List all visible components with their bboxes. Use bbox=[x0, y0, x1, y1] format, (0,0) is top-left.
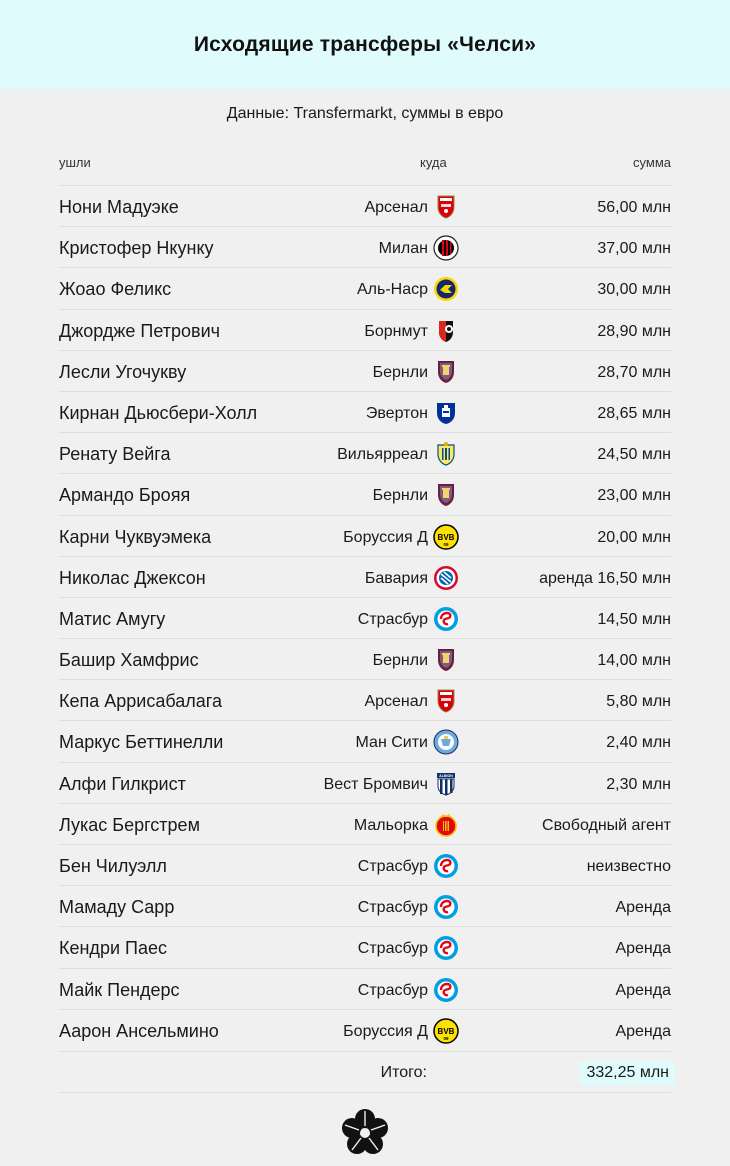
destination-club: Страсбур bbox=[357, 858, 428, 875]
player-name: Николас Джексон bbox=[59, 567, 206, 588]
page-title: Исходящие трансферы «Челси» bbox=[193, 32, 537, 56]
table-row bbox=[59, 926, 671, 967]
transfer-amount: 20,00 млн bbox=[597, 528, 671, 546]
strasbourg-logo-icon bbox=[433, 894, 459, 920]
player-name: Башир Хамфрис bbox=[59, 650, 199, 671]
table-row bbox=[59, 515, 671, 556]
svg-text:BVB: BVB bbox=[437, 532, 455, 542]
player-name: Лукас Бергстрем bbox=[59, 814, 200, 835]
player-name: Нони Мадуэке bbox=[59, 197, 179, 217]
transfer-amount: неизвестно bbox=[586, 858, 671, 875]
player-name: Мамаду Сарр bbox=[59, 897, 175, 918]
transfer-amount: 14,50 млн bbox=[597, 610, 671, 628]
destination-club: Боруссия Д bbox=[343, 528, 428, 546]
transfer-amount: Аренда bbox=[615, 899, 671, 917]
burnley-logo-icon bbox=[433, 647, 459, 673]
villarreal-logo-icon bbox=[433, 441, 459, 467]
table-row bbox=[59, 556, 671, 597]
transfer-amount: аренда 16,50 млн bbox=[539, 569, 671, 587]
transfer-amount: Аренда bbox=[615, 940, 671, 958]
milan-logo-icon bbox=[433, 235, 459, 261]
destination-club: Страсбур bbox=[357, 899, 428, 917]
transfer-amount: 28,90 млн bbox=[597, 322, 671, 340]
player-name: Кристофер Нкунку bbox=[59, 238, 214, 259]
transfer-amount: 5,80 млн bbox=[606, 693, 671, 711]
column-header-middle: куда bbox=[420, 155, 447, 170]
destination-club: Ман Сити bbox=[355, 734, 428, 752]
svg-text:BVB: BVB bbox=[437, 1026, 455, 1036]
table-row bbox=[59, 1009, 671, 1050]
strasbourg-logo-icon bbox=[433, 853, 459, 879]
destination-club: Бернли bbox=[372, 652, 428, 670]
strasbourg-logo-icon bbox=[433, 935, 459, 961]
table-row bbox=[59, 226, 671, 267]
transfer-amount: 23,00 млн bbox=[597, 487, 671, 505]
everton-logo-icon bbox=[433, 400, 459, 426]
table-row bbox=[59, 968, 671, 1009]
player-name: Маркус Беттинелли bbox=[59, 732, 224, 753]
destination-club: Страсбур bbox=[357, 940, 428, 958]
destination-club: Бавария bbox=[364, 569, 428, 587]
svg-text:ALBION: ALBION bbox=[439, 773, 453, 778]
destination-club: Аль-Наср bbox=[356, 281, 428, 299]
total-value: 332,25 млн bbox=[580, 1061, 675, 1085]
table-row bbox=[59, 720, 671, 761]
player-name: Кепа Аррисабалага bbox=[59, 691, 222, 712]
column-header-left: ушли bbox=[59, 155, 91, 170]
player-name: Карни Чуквуэмека bbox=[59, 526, 212, 547]
bournemouth-logo-icon bbox=[433, 318, 459, 344]
destination-club: Борнмут bbox=[364, 322, 428, 340]
bayern-logo-icon bbox=[433, 565, 459, 591]
transfer-amount: 2,30 млн bbox=[606, 775, 671, 793]
transfer-amount: Свободный агент bbox=[542, 816, 671, 834]
table-row bbox=[59, 267, 671, 308]
transfer-amount: 28,70 млн bbox=[597, 363, 671, 381]
table-row bbox=[59, 679, 671, 720]
table-row bbox=[59, 432, 671, 473]
transfer-amount: 37,00 млн bbox=[597, 240, 671, 258]
header bbox=[0, 0, 730, 89]
destination-club: Вест Бромвич bbox=[323, 775, 428, 793]
svg-text:09: 09 bbox=[443, 541, 449, 547]
total-row bbox=[59, 1051, 671, 1093]
man-city-logo-icon bbox=[433, 729, 459, 755]
al-nassr-logo-icon bbox=[433, 276, 459, 302]
bvb-logo-icon bbox=[433, 1018, 459, 1044]
strasbourg-logo-icon bbox=[433, 977, 459, 1003]
transfer-amount: 2,40 млн bbox=[606, 734, 671, 752]
table-row bbox=[59, 844, 671, 885]
table-row bbox=[59, 638, 671, 679]
total-label: Итого: bbox=[380, 1064, 427, 1081]
svg-text:09: 09 bbox=[443, 1035, 449, 1041]
destination-club: Милан bbox=[378, 240, 428, 258]
transfer-amount: 24,50 млн bbox=[597, 446, 671, 464]
destination-club: Арсенал bbox=[364, 199, 428, 216]
destination-club: Страсбур bbox=[357, 610, 428, 628]
wba-logo-icon bbox=[433, 771, 459, 797]
player-name: Кирнан Дьюсбери-Холл bbox=[59, 402, 258, 423]
transfer-amount: Аренда bbox=[615, 1022, 671, 1040]
destination-club: Эвертон bbox=[365, 404, 428, 422]
destination-club: Вильярреал bbox=[337, 446, 428, 464]
transfer-amount: 14,00 млн bbox=[597, 652, 671, 670]
arsenal-logo-icon bbox=[433, 688, 459, 714]
burnley-logo-icon bbox=[433, 359, 459, 385]
transfers-table bbox=[59, 185, 671, 1050]
destination-club: Мальорка bbox=[353, 816, 428, 834]
table-row bbox=[59, 309, 671, 350]
table-row bbox=[59, 762, 671, 803]
table-row bbox=[59, 885, 671, 926]
table-row bbox=[59, 391, 671, 432]
destination-club: Страсбур bbox=[357, 981, 428, 999]
destination-club: Арсенал bbox=[364, 693, 428, 711]
arsenal-logo-icon bbox=[433, 194, 459, 220]
destination-club: Бернли bbox=[372, 363, 428, 381]
destination-club: Боруссия Д bbox=[343, 1022, 428, 1040]
burnley-logo-icon bbox=[433, 482, 459, 508]
table-row bbox=[59, 185, 671, 226]
player-name: Армандо Брояя bbox=[59, 485, 191, 506]
player-name: Бен Чилуэлл bbox=[59, 856, 167, 876]
strasbourg-logo-icon bbox=[433, 606, 459, 632]
player-name: Лесли Угочукву bbox=[59, 361, 187, 382]
mallorca-logo-icon bbox=[433, 812, 459, 838]
transfer-amount: 30,00 млн bbox=[597, 281, 671, 299]
table-row bbox=[59, 803, 671, 844]
player-name: Ренату Вейга bbox=[59, 444, 171, 465]
table-row bbox=[59, 350, 671, 391]
flower-logo-icon bbox=[340, 1108, 390, 1156]
destination-club: Бернли bbox=[372, 487, 428, 505]
player-name: Майк Пендерс bbox=[59, 979, 180, 1000]
table-row bbox=[59, 473, 671, 514]
transfer-amount: Аренда bbox=[615, 981, 671, 999]
player-name: Аарон Ансельмино bbox=[59, 1020, 219, 1041]
player-name: Жоао Феликс bbox=[59, 279, 172, 300]
bvb-logo-icon bbox=[433, 524, 459, 550]
player-name: Матис Амугу bbox=[59, 608, 166, 629]
subtitle: Данные: Transfermarkt, суммы в евро bbox=[226, 105, 504, 122]
player-name: Алфи Гилкрист bbox=[59, 773, 186, 794]
column-header-right: сумма bbox=[633, 155, 671, 170]
transfer-amount: 56,00 млн bbox=[597, 199, 671, 216]
table-row bbox=[59, 597, 671, 638]
player-name: Кендри Паес bbox=[59, 938, 167, 959]
transfer-amount: 28,65 млн bbox=[597, 404, 671, 422]
player-name: Джордже Петрович bbox=[59, 320, 221, 341]
